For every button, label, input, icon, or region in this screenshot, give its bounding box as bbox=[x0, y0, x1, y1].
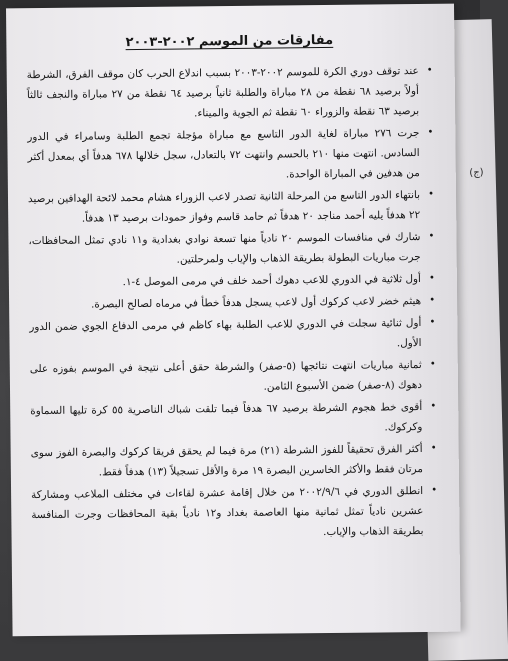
bullet-icon: • bbox=[427, 126, 434, 138]
paragraph-item bbox=[27, 61, 434, 125]
paragraph-list bbox=[27, 61, 438, 545]
bullet-icon: • bbox=[428, 230, 435, 242]
paragraph-text: أقوى خط هجوم الشرطة برصيد ٦٧ هدفاً فيما تلقت شباك الناصرية ٥٥ كرة تليها السماوة وكركوك. bbox=[30, 401, 423, 434]
page-title: مفارقات من الموسم ٢٠٠٢-٢٠٠٣ bbox=[125, 32, 334, 51]
paragraph-text: أول ثلاثية في الدوري للاعب دهوك أحمد خلف في مرمى الموصل ٤-١. bbox=[122, 273, 421, 289]
paragraph-text: أول ثنائية سجلت في الدوري للاعب الطلبة بهاء كاظم في مرمى الدفاع الجوي ضمن الدور الأول. bbox=[29, 317, 422, 350]
paragraph-text: عند توقف دوري الكرة للموسم ٢٠٠٢-٢٠٠٣ بسبب اندلاع الحرب كان موقف الفرق، الشرطة أولاً برصيد ٦٨ نقطة من ٢٨ مباراة والطلبة ثانياً برصيد ٦٤ نقطة من ٢٧ مباراة والنجف ثالثاً برصيد ٦٣ نقطة والزوراء ٦٠ نقطة ثم الجوية والميناء. bbox=[26, 65, 420, 120]
page-content bbox=[26, 24, 437, 547]
paragraph-text: شارك في منافسات الموسم ٢٠ نادياً منها تسعة نوادي بغدادية و١١ نادي تمثل المحافظات، جرت مباريات البطولة بطريقة الذهاب والإياب ولمرحلتين. bbox=[28, 231, 421, 266]
adjacent-page-fragment: (ج) bbox=[469, 167, 484, 179]
paragraph-item bbox=[30, 355, 436, 399]
paragraph-item bbox=[30, 397, 436, 441]
bullet-icon: • bbox=[428, 272, 435, 284]
paragraph-item bbox=[28, 185, 434, 229]
bullet-icon: • bbox=[426, 64, 433, 76]
bullet-icon: • bbox=[431, 484, 438, 496]
bullet-icon: • bbox=[430, 400, 437, 412]
paragraph-text: ثمانية مباريات انتهت نتائجها (٥-صفر) والشرطة حقق أعلى نتيجة في الموسم بفوزه على دهوك (٨-صفر) ضمن الأسبوع الثامن. bbox=[29, 359, 423, 393]
paragraph-item bbox=[29, 291, 435, 315]
paragraph-item bbox=[29, 313, 435, 357]
paragraph-item bbox=[27, 123, 434, 187]
paragraph-item bbox=[29, 269, 435, 293]
paragraph-item bbox=[28, 227, 434, 271]
paragraph-text: هيثم خضر لاعب كركوك أول لاعب يسجل هدفاً خطأ في مرماه لصالح البصرة. bbox=[90, 295, 422, 311]
bullet-icon: • bbox=[429, 358, 436, 370]
paragraph-item bbox=[31, 439, 437, 483]
paragraph-text: أكثر الفرق تحقيقاً للفوز الشرطة (٢١) مرة فيما لم يحقق فريقا كركوك والبصرة الفوز سوى مرتان فقط والأكثر الخاسرين البصرة ١٩ مرة والأقل تسجيلاً (١٣) هدفاً فقط. bbox=[30, 443, 423, 479]
paragraph-text: بانتهاء الدور التاسع من المرحلة الثانية تصدر لاعب الزوراء هشام محمد لائحة الهدافين برصيد ٢٢ هدفاً يليه أحمد مناجد ٢٠ هدفاً ثم حامد قاسم وفواز حمودات برصيد ١٣ هدفاً. bbox=[27, 189, 421, 225]
bullet-icon: • bbox=[429, 316, 436, 328]
book-page bbox=[6, 4, 461, 637]
bullet-icon: • bbox=[428, 188, 435, 200]
paragraph-item bbox=[31, 481, 438, 545]
bullet-icon: • bbox=[429, 294, 436, 306]
bullet-icon: • bbox=[430, 442, 437, 454]
paragraph-text: انطلق الدوري في ٢٠٠٢/٩/٦ من خلال إقامة عشرة لقاءات في مختلف الملاعب ومشاركة عشرين نادياً تمثل ثمانية منها العاصمة بغداد و١٢ نادياً بقية المحافظات وجرت المنافسة بطريقة الذهاب والإياب. bbox=[31, 485, 424, 539]
paragraph-text: جرت ٢٧٦ مباراة لغاية الدور التاسع مع مباراة مؤجلة تجمع الطلبة وسامراء في الدور السادس. انتهت منها ٢١٠ بالحسم وانتهت ٧٢ بالتعادل، سجل خلالها ٦٧٨ هدفاً أي بمعدل أكثر من هدفين في المباراة الواحدة. bbox=[27, 127, 420, 181]
